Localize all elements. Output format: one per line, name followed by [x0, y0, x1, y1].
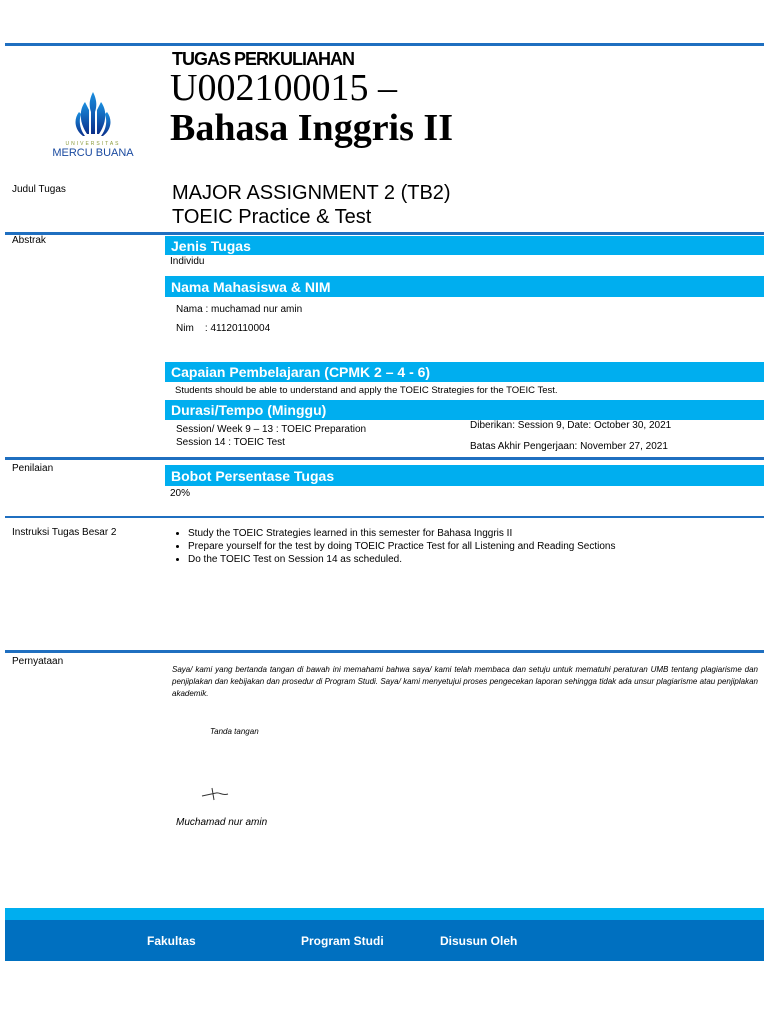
kicker: TUGAS PERKULIAHAN	[172, 49, 355, 69]
label-pernyataan: Pernyataan	[12, 656, 64, 667]
student-nim: Nim : 41120110004	[176, 323, 271, 334]
footer-program-studi: Program Studi	[301, 934, 384, 948]
signer-name: Muchamad nur amin	[176, 817, 268, 828]
durasi-line2: Session 14 : TOEIC Test	[176, 437, 285, 448]
section-jenis-tugas: Jenis Tugas	[165, 236, 764, 255]
instruction-item: • Prepare yourself for the test by doing TOEIC Practice Test for all Listening and Reading Sections	[188, 540, 615, 553]
instruction-item: • Study the TOEIC Strategies learned in this semester for Bahasa Inggris II	[188, 527, 615, 540]
label-abstrak: Abstrak	[12, 235, 46, 246]
course-name: Bahasa Inggris II	[170, 107, 453, 149]
batas-akhir: Batas Akhir Pengerjaan: November 27, 2021	[470, 441, 668, 452]
top-rule	[5, 43, 764, 46]
divider	[5, 516, 764, 518]
jenis-value: Individu	[170, 256, 205, 267]
divider	[5, 457, 764, 460]
signature-image	[198, 782, 234, 802]
diberikan: Diberikan: Session 9, Date: October 30, 2021	[470, 420, 672, 431]
divider	[5, 232, 764, 235]
university-logo	[45, 92, 141, 164]
section-nama-mahasiswa: Nama Mahasiswa & NIM	[165, 276, 764, 297]
footer	[5, 920, 764, 961]
logo-top-text: UNIVERSITAS	[65, 141, 121, 147]
divider	[5, 650, 764, 653]
section-bobot: Bobot Persentase Tugas	[165, 465, 764, 486]
section-capaian: Capaian Pembelajaran (CPMK 2 – 4 - 6)	[165, 362, 764, 382]
pernyataan-text: Saya/ kami yang bertanda tangan di bawah ini memahami bahwa saya/ kami telah membaca dan setuju untuk mematuhi peraturan UMB tentang plagiarisme dan penjiplakan dan kebijakan dan prosedur di Program Studi. Saya/ kami menyetujui proses pengecekan laporan sehingga tidak ada unsur plagiarisme atau penjiplakan akademik.	[172, 665, 758, 698]
instruction-item: • Do the TOEIC Test on Session 14 as scheduled.	[188, 553, 615, 566]
logo-flame-icon	[73, 92, 113, 136]
label-judul: Judul Tugas	[12, 184, 66, 195]
assignment-title: MAJOR ASSIGNMENT 2 (TB2)	[172, 182, 451, 204]
footer-fakultas: Fakultas	[147, 934, 196, 948]
bobot-value: 20%	[170, 488, 191, 499]
instruction-list	[172, 527, 615, 566]
logo-name: MERCU BUANA	[52, 147, 134, 159]
footer-band-light	[5, 908, 764, 920]
footer-disusun-oleh: Disusun Oleh	[440, 934, 518, 948]
section-durasi: Durasi/Tempo (Minggu)	[165, 400, 764, 420]
student-name: Nama : muchamad nur amin	[176, 304, 303, 315]
label-penilaian: Penilaian	[12, 463, 54, 474]
course-code: U002100015 –	[170, 67, 397, 109]
durasi-line1: Session/ Week 9 – 13 : TOEIC Preparation	[176, 424, 367, 435]
capaian-text: Students should be able to understand and apply the TOEIC Strategies for the TOEIC Test.	[175, 385, 558, 396]
label-instruksi: Instruksi Tugas Besar 2	[12, 527, 117, 538]
assignment-subtitle: TOEIC Practice & Test	[172, 206, 372, 228]
tanda-tangan-label: Tanda tangan	[210, 727, 259, 736]
